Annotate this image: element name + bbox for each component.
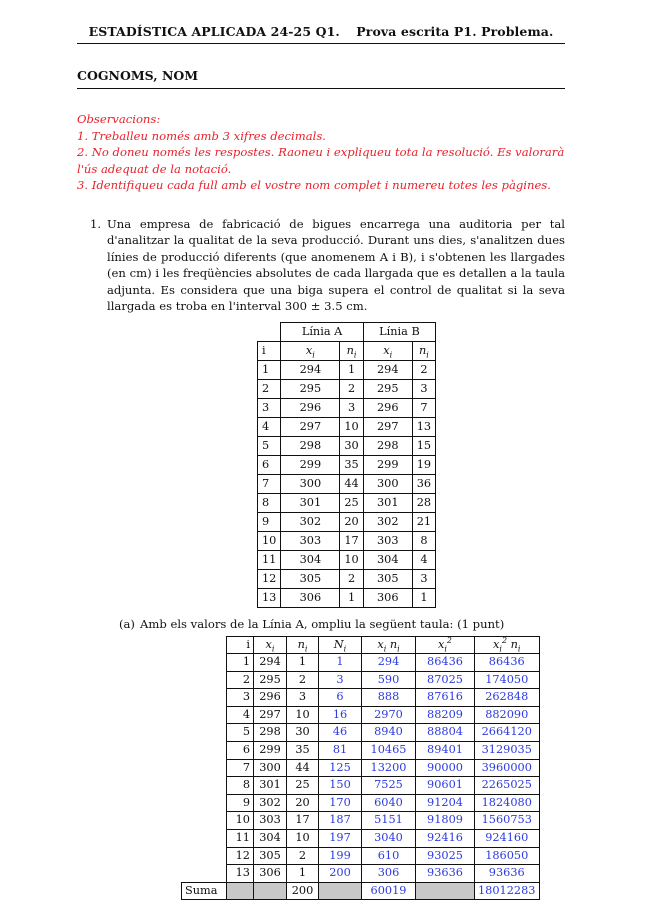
cell-xb: 298: [363, 436, 412, 455]
blank-cell: [182, 654, 227, 672]
cell-xn: 2970: [362, 706, 416, 724]
cell-na: 25: [340, 493, 363, 512]
cell-nb: 4: [412, 550, 435, 569]
cell-xb: 305: [363, 569, 412, 588]
cell-x2n: 2265025: [475, 777, 540, 795]
cell-x2: 90000: [416, 759, 475, 777]
cell-xn: 13200: [362, 759, 416, 777]
gray-cell: [254, 882, 287, 900]
cell-xn: 3040: [362, 830, 416, 848]
cell-xb: 294: [363, 360, 412, 379]
col-Ni-header: $N_i$: [319, 636, 362, 654]
cell-xn: 7525: [362, 777, 416, 795]
cell-x2n: 924160: [475, 830, 540, 848]
cell-nb: 2: [412, 360, 435, 379]
cell-i: 5: [227, 724, 254, 742]
cell-na: 17: [340, 531, 363, 550]
cell-xb: 304: [363, 550, 412, 569]
table-row: [182, 759, 540, 777]
cell-x2: 92416: [416, 830, 475, 848]
cell-i: 7: [258, 474, 281, 493]
table-row: [182, 777, 540, 795]
cell-nb: 7: [412, 398, 435, 417]
cell-n: 44: [287, 759, 319, 777]
cell-i: 12: [258, 569, 281, 588]
cell-n: 10: [287, 830, 319, 848]
observations-title: Observacions:: [77, 111, 565, 128]
table-row: [258, 588, 436, 607]
blank-cell: [182, 830, 227, 848]
cell-i: 10: [258, 531, 281, 550]
cell-xn: 306: [362, 865, 416, 883]
col-i-header: i: [227, 636, 254, 654]
cell-na: 35: [340, 455, 363, 474]
part-a-text: Amb els valors de la Línia A, ompliu la següent taula: (1 punt): [140, 617, 504, 631]
table-row: [258, 379, 436, 398]
cell-n: 1: [287, 865, 319, 883]
cell-nb: 19: [412, 455, 435, 474]
cell-x: 306: [254, 865, 287, 883]
cell-x2: 89401: [416, 742, 475, 760]
cell-xa: 298: [281, 436, 340, 455]
cell-x2: 93025: [416, 847, 475, 865]
cell-N: 170: [319, 794, 362, 812]
cell-n: 25: [287, 777, 319, 795]
part-a: [77, 616, 565, 632]
cell-nb: 8: [412, 531, 435, 550]
cell-x2: 86436: [416, 654, 475, 672]
blank-cell: [182, 724, 227, 742]
exam-title: Prova escrita P1. Problema.: [356, 24, 553, 39]
observation-item: 1. Treballeu només amb 3 xifres decimals.: [77, 128, 565, 145]
blank-cell: [182, 759, 227, 777]
cell-xa: 299: [281, 455, 340, 474]
cell-xn: 294: [362, 654, 416, 672]
cell-x2n: 186050: [475, 847, 540, 865]
cell-i: 4: [258, 417, 281, 436]
cell-i: 7: [227, 759, 254, 777]
frequency-table-lines: [257, 322, 436, 608]
cell-nb: 3: [412, 379, 435, 398]
blank-cell: [182, 636, 227, 654]
cell-nb: 15: [412, 436, 435, 455]
cell-xa: 306: [281, 588, 340, 607]
cell-xa: 303: [281, 531, 340, 550]
cell-x2: 91809: [416, 812, 475, 830]
cell-x: 298: [254, 724, 287, 742]
cell-xa: 300: [281, 474, 340, 493]
col-i-header: i: [258, 341, 281, 360]
table-row: [258, 455, 436, 474]
cell-n: 3: [287, 689, 319, 707]
cell-xa: 302: [281, 512, 340, 531]
cell-i: 6: [258, 455, 281, 474]
cell-xb: 299: [363, 455, 412, 474]
cell-nb: 28: [412, 493, 435, 512]
col-xi2-header: $x_i^2$: [416, 636, 475, 654]
name-label: COGNOMS, NOM: [77, 68, 565, 89]
cell-x: 300: [254, 759, 287, 777]
computation-table-body: [182, 654, 540, 883]
cell-na: 10: [340, 417, 363, 436]
table-row: [258, 569, 436, 588]
sum-row: [182, 882, 540, 900]
cell-N: 187: [319, 812, 362, 830]
cell-xa: 304: [281, 550, 340, 569]
sum-ni: 200: [287, 882, 319, 900]
cell-N: 200: [319, 865, 362, 883]
blank-cell: [182, 742, 227, 760]
table-row: [258, 531, 436, 550]
col-xi-header: $x_i$: [281, 341, 340, 360]
cell-x: 302: [254, 794, 287, 812]
cell-x2: 90601: [416, 777, 475, 795]
cell-i: 3: [227, 689, 254, 707]
cell-xa: 294: [281, 360, 340, 379]
table-row: [182, 671, 540, 689]
cell-xb: 306: [363, 588, 412, 607]
cell-N: 46: [319, 724, 362, 742]
lines-table-body: [258, 360, 436, 607]
cell-na: 3: [340, 398, 363, 417]
exam-page: [77, 24, 565, 900]
cell-xb: 303: [363, 531, 412, 550]
cell-x: 304: [254, 830, 287, 848]
cell-i: 11: [227, 830, 254, 848]
cell-i: 2: [258, 379, 281, 398]
table-row: [182, 812, 540, 830]
col-ni-header: $n_i$: [412, 341, 435, 360]
cell-na: 30: [340, 436, 363, 455]
cell-x2: 88209: [416, 706, 475, 724]
table-row: [258, 360, 436, 379]
cell-n: 10: [287, 706, 319, 724]
cell-x2n: 1824080: [475, 794, 540, 812]
cell-xn: 610: [362, 847, 416, 865]
cell-i: 11: [258, 550, 281, 569]
blank-cell: [182, 812, 227, 830]
gray-cell: [319, 882, 362, 900]
table-row: [258, 436, 436, 455]
cell-n: 1: [287, 654, 319, 672]
col-xini-header: $x_i$ $n_i$: [362, 636, 416, 654]
table-row: [182, 865, 540, 883]
cell-nb: 1: [412, 588, 435, 607]
cell-x2n: 3960000: [475, 759, 540, 777]
cell-xb: 296: [363, 398, 412, 417]
line-a-header: Línia A: [281, 322, 363, 341]
table-row: [182, 724, 540, 742]
cell-x2: 87025: [416, 671, 475, 689]
gray-cell: [416, 882, 475, 900]
cell-xa: 297: [281, 417, 340, 436]
cell-x2n: 174050: [475, 671, 540, 689]
blank-cell: [182, 671, 227, 689]
table-row: [182, 706, 540, 724]
cell-N: 6: [319, 689, 362, 707]
cell-na: 2: [340, 379, 363, 398]
cell-nb: 13: [412, 417, 435, 436]
blank-cell: [182, 777, 227, 795]
cell-i: 5: [258, 436, 281, 455]
cell-na: 10: [340, 550, 363, 569]
cell-x: 299: [254, 742, 287, 760]
cell-x2n: 3129035: [475, 742, 540, 760]
cell-N: 125: [319, 759, 362, 777]
cell-na: 2: [340, 569, 363, 588]
cell-i: 13: [227, 865, 254, 883]
cell-x: 297: [254, 706, 287, 724]
cell-nb: 36: [412, 474, 435, 493]
problem-text: Una empresa de fabricació de bigues encarrega una auditoria per tal d'analitzar la qualitat de la seva producció. Durant uns dies, s'analitzen dues línies de producció diferents (que anomenem A i B), i s'obtenen les llargades (en cm) i les freqüències absolutes de cada llargada que es detallen a la taula adjunta. Es considera que una biga supera el control de qualitat si la seva llargada es troba en l'interval 300 ± 3.5 cm.: [107, 217, 565, 314]
cell-x: 303: [254, 812, 287, 830]
blank-cell: [258, 322, 281, 341]
table-row: [258, 550, 436, 569]
cell-N: 1: [319, 654, 362, 672]
cell-x: 301: [254, 777, 287, 795]
table-row: [182, 847, 540, 865]
table-row: [182, 654, 540, 672]
cell-n: 30: [287, 724, 319, 742]
col-xi-header: $x_i$: [254, 636, 287, 654]
col-xi-header: $x_i$: [363, 341, 412, 360]
blank-cell: [182, 689, 227, 707]
cell-xb: 302: [363, 512, 412, 531]
line-b-header: Línia B: [363, 322, 435, 341]
table-row: [182, 794, 540, 812]
blank-cell: [182, 847, 227, 865]
cell-xn: 10465: [362, 742, 416, 760]
cell-x2n: 2664120: [475, 724, 540, 742]
cell-i: 8: [227, 777, 254, 795]
sum-xi2ni: 18012283: [475, 882, 540, 900]
sum-xini: 60019: [362, 882, 416, 900]
cell-xn: 590: [362, 671, 416, 689]
gray-cell: [227, 882, 254, 900]
cell-x2: 93636: [416, 865, 475, 883]
cell-x2: 91204: [416, 794, 475, 812]
observations: [77, 111, 565, 194]
cell-N: 197: [319, 830, 362, 848]
cell-i: 3: [258, 398, 281, 417]
cell-xa: 295: [281, 379, 340, 398]
cell-i: 6: [227, 742, 254, 760]
cell-xn: 5151: [362, 812, 416, 830]
cell-xb: 301: [363, 493, 412, 512]
cell-i: 10: [227, 812, 254, 830]
cell-nb: 3: [412, 569, 435, 588]
cell-xa: 301: [281, 493, 340, 512]
cell-n: 20: [287, 794, 319, 812]
table-row: [258, 398, 436, 417]
page-header: [77, 24, 565, 44]
cell-xb: 295: [363, 379, 412, 398]
cell-xb: 297: [363, 417, 412, 436]
observation-item: 2. No doneu només les respostes. Raoneu i expliqueu tota la resolució. Es valorarà l'ús adequat de la notació.: [77, 144, 565, 177]
cell-xn: 6040: [362, 794, 416, 812]
cell-n: 2: [287, 671, 319, 689]
cell-x2n: 93636: [475, 865, 540, 883]
cell-i: 8: [258, 493, 281, 512]
col-ni-header: $n_i$: [340, 341, 363, 360]
table-row: [258, 493, 436, 512]
blank-cell: [182, 865, 227, 883]
cell-x2n: 882090: [475, 706, 540, 724]
cell-n: 35: [287, 742, 319, 760]
cell-x: 294: [254, 654, 287, 672]
cell-x2n: 262848: [475, 689, 540, 707]
cell-i: 4: [227, 706, 254, 724]
problem-number: 1.: [90, 216, 101, 233]
cell-n: 2: [287, 847, 319, 865]
blank-cell: [182, 794, 227, 812]
cell-x: 296: [254, 689, 287, 707]
course-title: ESTADÍSTICA APLICADA 24-25 Q1.: [89, 24, 340, 39]
cell-na: 44: [340, 474, 363, 493]
col-xi2ni-header: $x_i^2$ $n_i$: [475, 636, 540, 654]
cell-i: 12: [227, 847, 254, 865]
cell-xb: 300: [363, 474, 412, 493]
table-row: [258, 417, 436, 436]
cell-i: 1: [227, 654, 254, 672]
cell-N: 3: [319, 671, 362, 689]
cell-xa: 296: [281, 398, 340, 417]
cell-x2: 87616: [416, 689, 475, 707]
cell-N: 199: [319, 847, 362, 865]
cell-i: 13: [258, 588, 281, 607]
table-row: [182, 830, 540, 848]
cell-x: 295: [254, 671, 287, 689]
cell-x2n: 1560753: [475, 812, 540, 830]
cell-i: 9: [258, 512, 281, 531]
part-a-label: (a): [119, 616, 135, 632]
cell-i: 1: [258, 360, 281, 379]
table-row: [182, 742, 540, 760]
cell-N: 150: [319, 777, 362, 795]
cell-na: 20: [340, 512, 363, 531]
cell-x: 305: [254, 847, 287, 865]
problem-statement: [77, 216, 565, 315]
observation-item: 3. Identifiqueu cada full amb el vostre nom complet i numereu totes les pàgines.: [77, 177, 565, 194]
cell-na: 1: [340, 360, 363, 379]
sum-label: Suma: [182, 882, 227, 900]
cell-n: 17: [287, 812, 319, 830]
cell-xn: 8940: [362, 724, 416, 742]
cell-xa: 305: [281, 569, 340, 588]
cell-i: 9: [227, 794, 254, 812]
cell-N: 81: [319, 742, 362, 760]
cell-xn: 888: [362, 689, 416, 707]
table-row: [258, 512, 436, 531]
cell-x2n: 86436: [475, 654, 540, 672]
col-ni-header: $n_i$: [287, 636, 319, 654]
cell-na: 1: [340, 588, 363, 607]
blank-cell: [182, 706, 227, 724]
cell-N: 16: [319, 706, 362, 724]
cell-i: 2: [227, 671, 254, 689]
table-row: [258, 474, 436, 493]
cell-x2: 88804: [416, 724, 475, 742]
table-row: [182, 689, 540, 707]
line-a-computation-table: [181, 636, 540, 900]
cell-nb: 21: [412, 512, 435, 531]
